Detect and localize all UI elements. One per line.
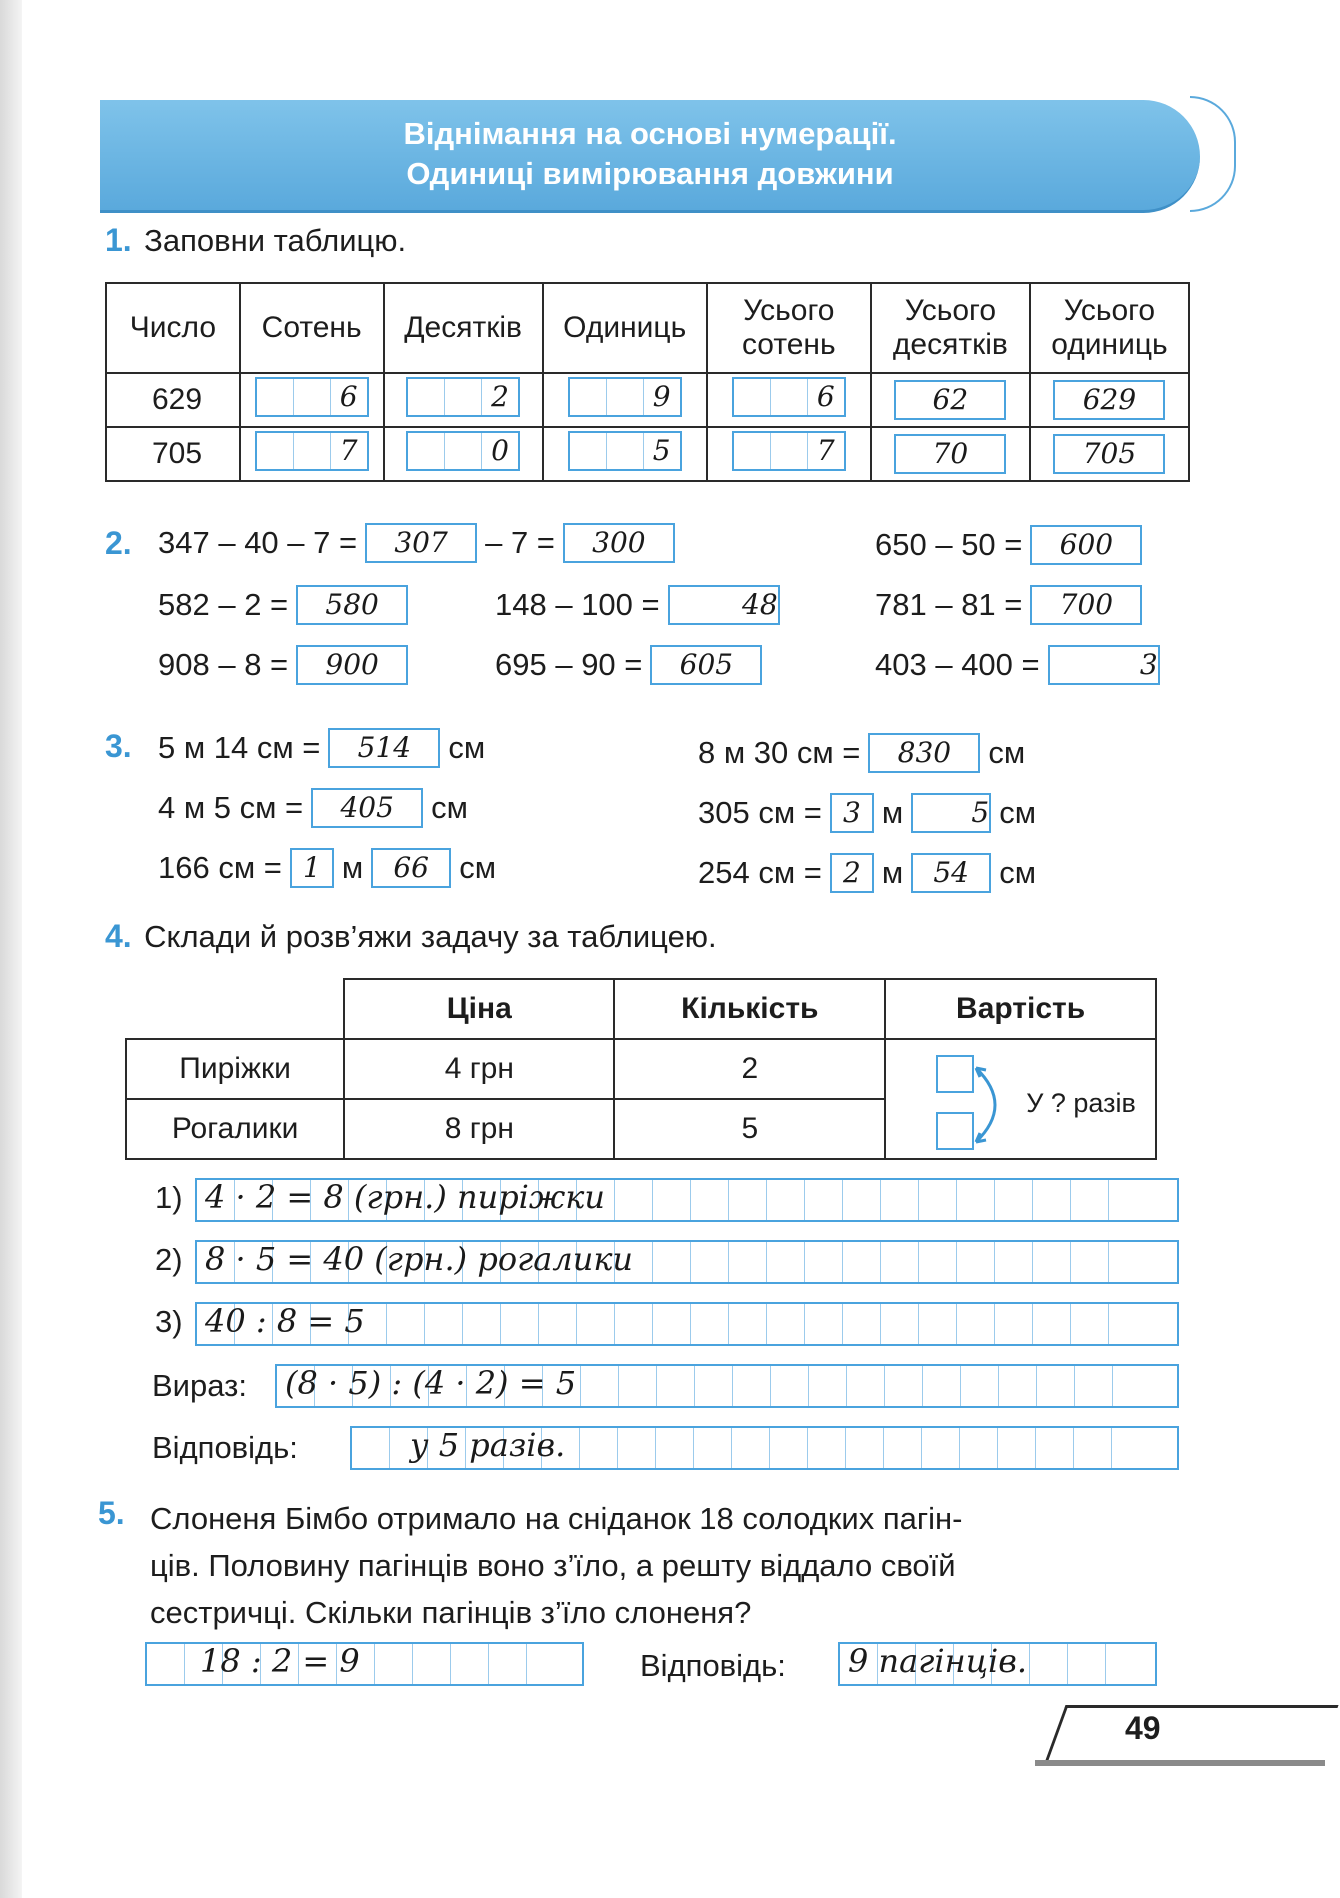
task-5-text [150,1495,963,1636]
task-text-line: Слоненя Бімбо отримало на сніданок 18 солодких пагін- [150,1501,963,1536]
header-cell: Одиниць [543,283,707,373]
unit: см [999,795,1036,830]
step-label: 1) [155,1180,183,1215]
hw-answer: 5 [971,796,990,829]
row-label: Пиріжки [126,1039,344,1099]
answer-cell[interactable] [707,427,871,481]
expression-row [495,645,762,685]
pricing-table [125,978,1157,1160]
hw-digits: 62 [932,383,969,416]
answer-box[interactable] [830,793,874,833]
expression-row [495,585,780,625]
hw-answer: 900 [325,648,379,681]
task-4-heading [105,918,717,955]
page-number: 49 [1125,1710,1161,1746]
conversion-text: 5 м 14 см = [158,730,321,765]
task-number: 1. [105,222,132,258]
answer-cell[interactable] [384,373,543,427]
handwritten-expression: (8 · 5) : (4 · 2) = 5 [285,1364,577,1402]
conversion-row [158,788,468,828]
answer-box[interactable] [1048,645,1160,685]
task-number: 3. [105,728,132,764]
answer-cell[interactable] [871,427,1030,481]
header-cell: Кількість [614,979,885,1039]
expression-row [158,523,675,563]
answer-box[interactable] [1030,585,1142,625]
expression: 148 – 100 = [495,587,660,622]
handwritten-answer: у 5 разів. [410,1426,566,1464]
header-cell: Ціна [344,979,614,1039]
number-cell: 705 [106,427,240,481]
cost-cell [885,1039,1156,1159]
expression: – 7 = [485,525,555,560]
answer-cell[interactable] [543,427,707,481]
hw-digit: 2 [491,380,509,413]
conversion-text: 8 м 30 см = [698,735,861,770]
qty-cell: 2 [614,1039,885,1099]
qty-cell: 5 [614,1099,885,1159]
conversion-row [158,728,485,768]
hw-answer: 700 [1059,588,1114,621]
hw-digits: 70 [932,437,969,470]
answer-box[interactable] [328,728,440,768]
hw-answer: 307 [394,526,448,559]
hw-answer: 48 [742,588,778,621]
ratio-label: У ? разів [1026,1088,1136,1118]
conversion-text: 4 м 5 см = [158,790,304,825]
expression: 582 – 2 = [158,587,289,622]
hw-answer: 830 [897,736,952,769]
hw-answer: 2 [842,856,861,889]
hw-answer: 300 [592,526,646,559]
answer-box[interactable] [911,793,991,833]
unit: см [448,730,486,765]
expression: 403 – 400 = [875,647,1040,682]
expression: 781 – 81 = [875,587,1023,622]
header-cell: Десятків [384,283,543,373]
conversion-row [698,733,1025,773]
answer-cell[interactable] [1030,427,1189,481]
header-cell: Сотень [240,283,384,373]
answer-cell[interactable] [1030,373,1189,427]
answer-cell[interactable] [240,427,384,481]
conversion-row [698,853,1036,893]
header-cell: Число [106,283,240,373]
expression: 650 – 50 = [875,527,1023,562]
unit: см [459,850,496,885]
conversion-row [698,793,1036,833]
conversion-text: 166 см = [158,850,282,885]
expression: 695 – 90 = [495,647,643,682]
task-text: Склади й розв’яжи задачу за таблицею. [144,919,717,954]
answer-box[interactable] [868,733,980,773]
step-label: 3) [155,1304,183,1339]
unit: м [881,795,904,830]
hw-answer: 54 [933,856,969,889]
banner-decoration [1190,96,1236,212]
title-line-1: Віднімання на основі нумерації. [403,116,897,151]
title-banner [100,100,1200,213]
answer-cell[interactable] [240,373,384,427]
answer-box[interactable] [296,585,408,625]
answer-box[interactable] [563,523,675,563]
unit: см [988,735,1026,770]
handwritten-step: 40 : 8 = 5 [205,1302,365,1340]
hw-answer: 605 [679,648,734,681]
answer-label: Відповідь: [152,1430,298,1465]
book-spine-shadow [0,0,22,1898]
price-cell: 8 грн [344,1099,614,1159]
answer-cell[interactable] [543,373,707,427]
empty-corner [126,979,344,1039]
answer-box[interactable] [311,788,423,828]
hw-digit: 6 [816,380,835,413]
expression-row [875,645,1160,685]
answer-box[interactable] [371,848,451,888]
unit: см [999,855,1036,890]
expression: 908 – 8 = [158,647,289,682]
header-cell: Усього сотень [707,283,871,373]
handwritten-step: 4 · 2 = 8 (грн.) пиріжки [205,1178,605,1216]
answer-box[interactable] [650,645,762,685]
handwritten-solution: 18 : 2 = 9 [200,1642,360,1680]
hw-digits: 629 [1082,383,1137,416]
hw-answer: 405 [340,791,394,824]
answer-box[interactable] [830,853,874,893]
cost-box[interactable] [936,1055,974,1093]
row-label: Рогалики [126,1099,344,1159]
hw-digit: 5 [652,434,671,467]
expression-row [875,585,1142,625]
answer-cell[interactable] [871,373,1030,427]
task-number: 5. [98,1495,125,1531]
footer-rule [1035,1760,1325,1766]
expression-row [158,645,408,685]
header-cell: Усього одиниць [1030,283,1189,373]
title-line-2: Одиниці вимірювання довжини [406,156,894,191]
answer-box[interactable] [290,848,334,888]
expression: 347 – 40 – 7 = [158,525,358,560]
unit: см [431,790,468,825]
number-cell: 629 [106,373,240,427]
hw-answer: 600 [1059,528,1114,561]
hw-digit: 9 [652,380,671,413]
expression-row [875,525,1142,565]
hw-answer: 580 [325,588,379,621]
answer-label: Відповідь: [640,1648,786,1683]
task-number: 4. [105,918,132,954]
hw-digits: 705 [1082,437,1137,470]
task-number: 2. [105,525,132,561]
answer-box[interactable] [1030,525,1142,565]
answer-box[interactable] [365,523,477,563]
hw-digit: 7 [339,434,358,467]
step-label: 2) [155,1242,183,1277]
place-value-table [105,282,1190,482]
cost-box[interactable] [936,1112,974,1150]
task-1-heading [105,222,406,259]
hw-answer: 3 [842,796,861,829]
hw-answer: 3 [1139,648,1158,681]
conversion-row [158,848,496,888]
expression-row [158,585,408,625]
hw-digit: 7 [816,434,835,467]
conversion-text: 254 см = [698,855,822,890]
expression-label: Вираз: [152,1368,247,1403]
handwritten-answer: 9 пагінців. [848,1642,1028,1680]
unit: м [881,855,904,890]
ratio-arc-arrow-icon [972,1060,1022,1150]
answer-box[interactable] [296,645,408,685]
task-text-line: сестричці. Скільки пагінців з’їло слоненя? [150,1595,752,1630]
hw-digit: 0 [491,434,509,467]
task-text-line: ців. Половину пагінців воно з’їло, а решту віддало своїй [150,1548,956,1583]
answer-cell[interactable] [707,373,871,427]
page-number-tab [1044,1705,1338,1763]
price-cell: 4 грн [344,1039,614,1099]
header-cell: Вартість [885,979,1156,1039]
answer-box[interactable] [911,853,991,893]
task-text: Заповни таблицю. [144,223,407,258]
hw-answer: 1 [302,851,321,884]
unit: м [341,850,364,885]
hw-answer: 66 [393,851,429,884]
answer-box[interactable] [668,585,780,625]
hw-answer: 514 [357,731,412,764]
hw-digit: 6 [339,380,358,413]
answer-cell[interactable] [384,427,543,481]
header-cell: Усього десятків [871,283,1030,373]
conversion-text: 305 см = [698,795,822,830]
handwritten-step: 8 · 5 = 40 (грн.) рогалики [205,1240,634,1278]
